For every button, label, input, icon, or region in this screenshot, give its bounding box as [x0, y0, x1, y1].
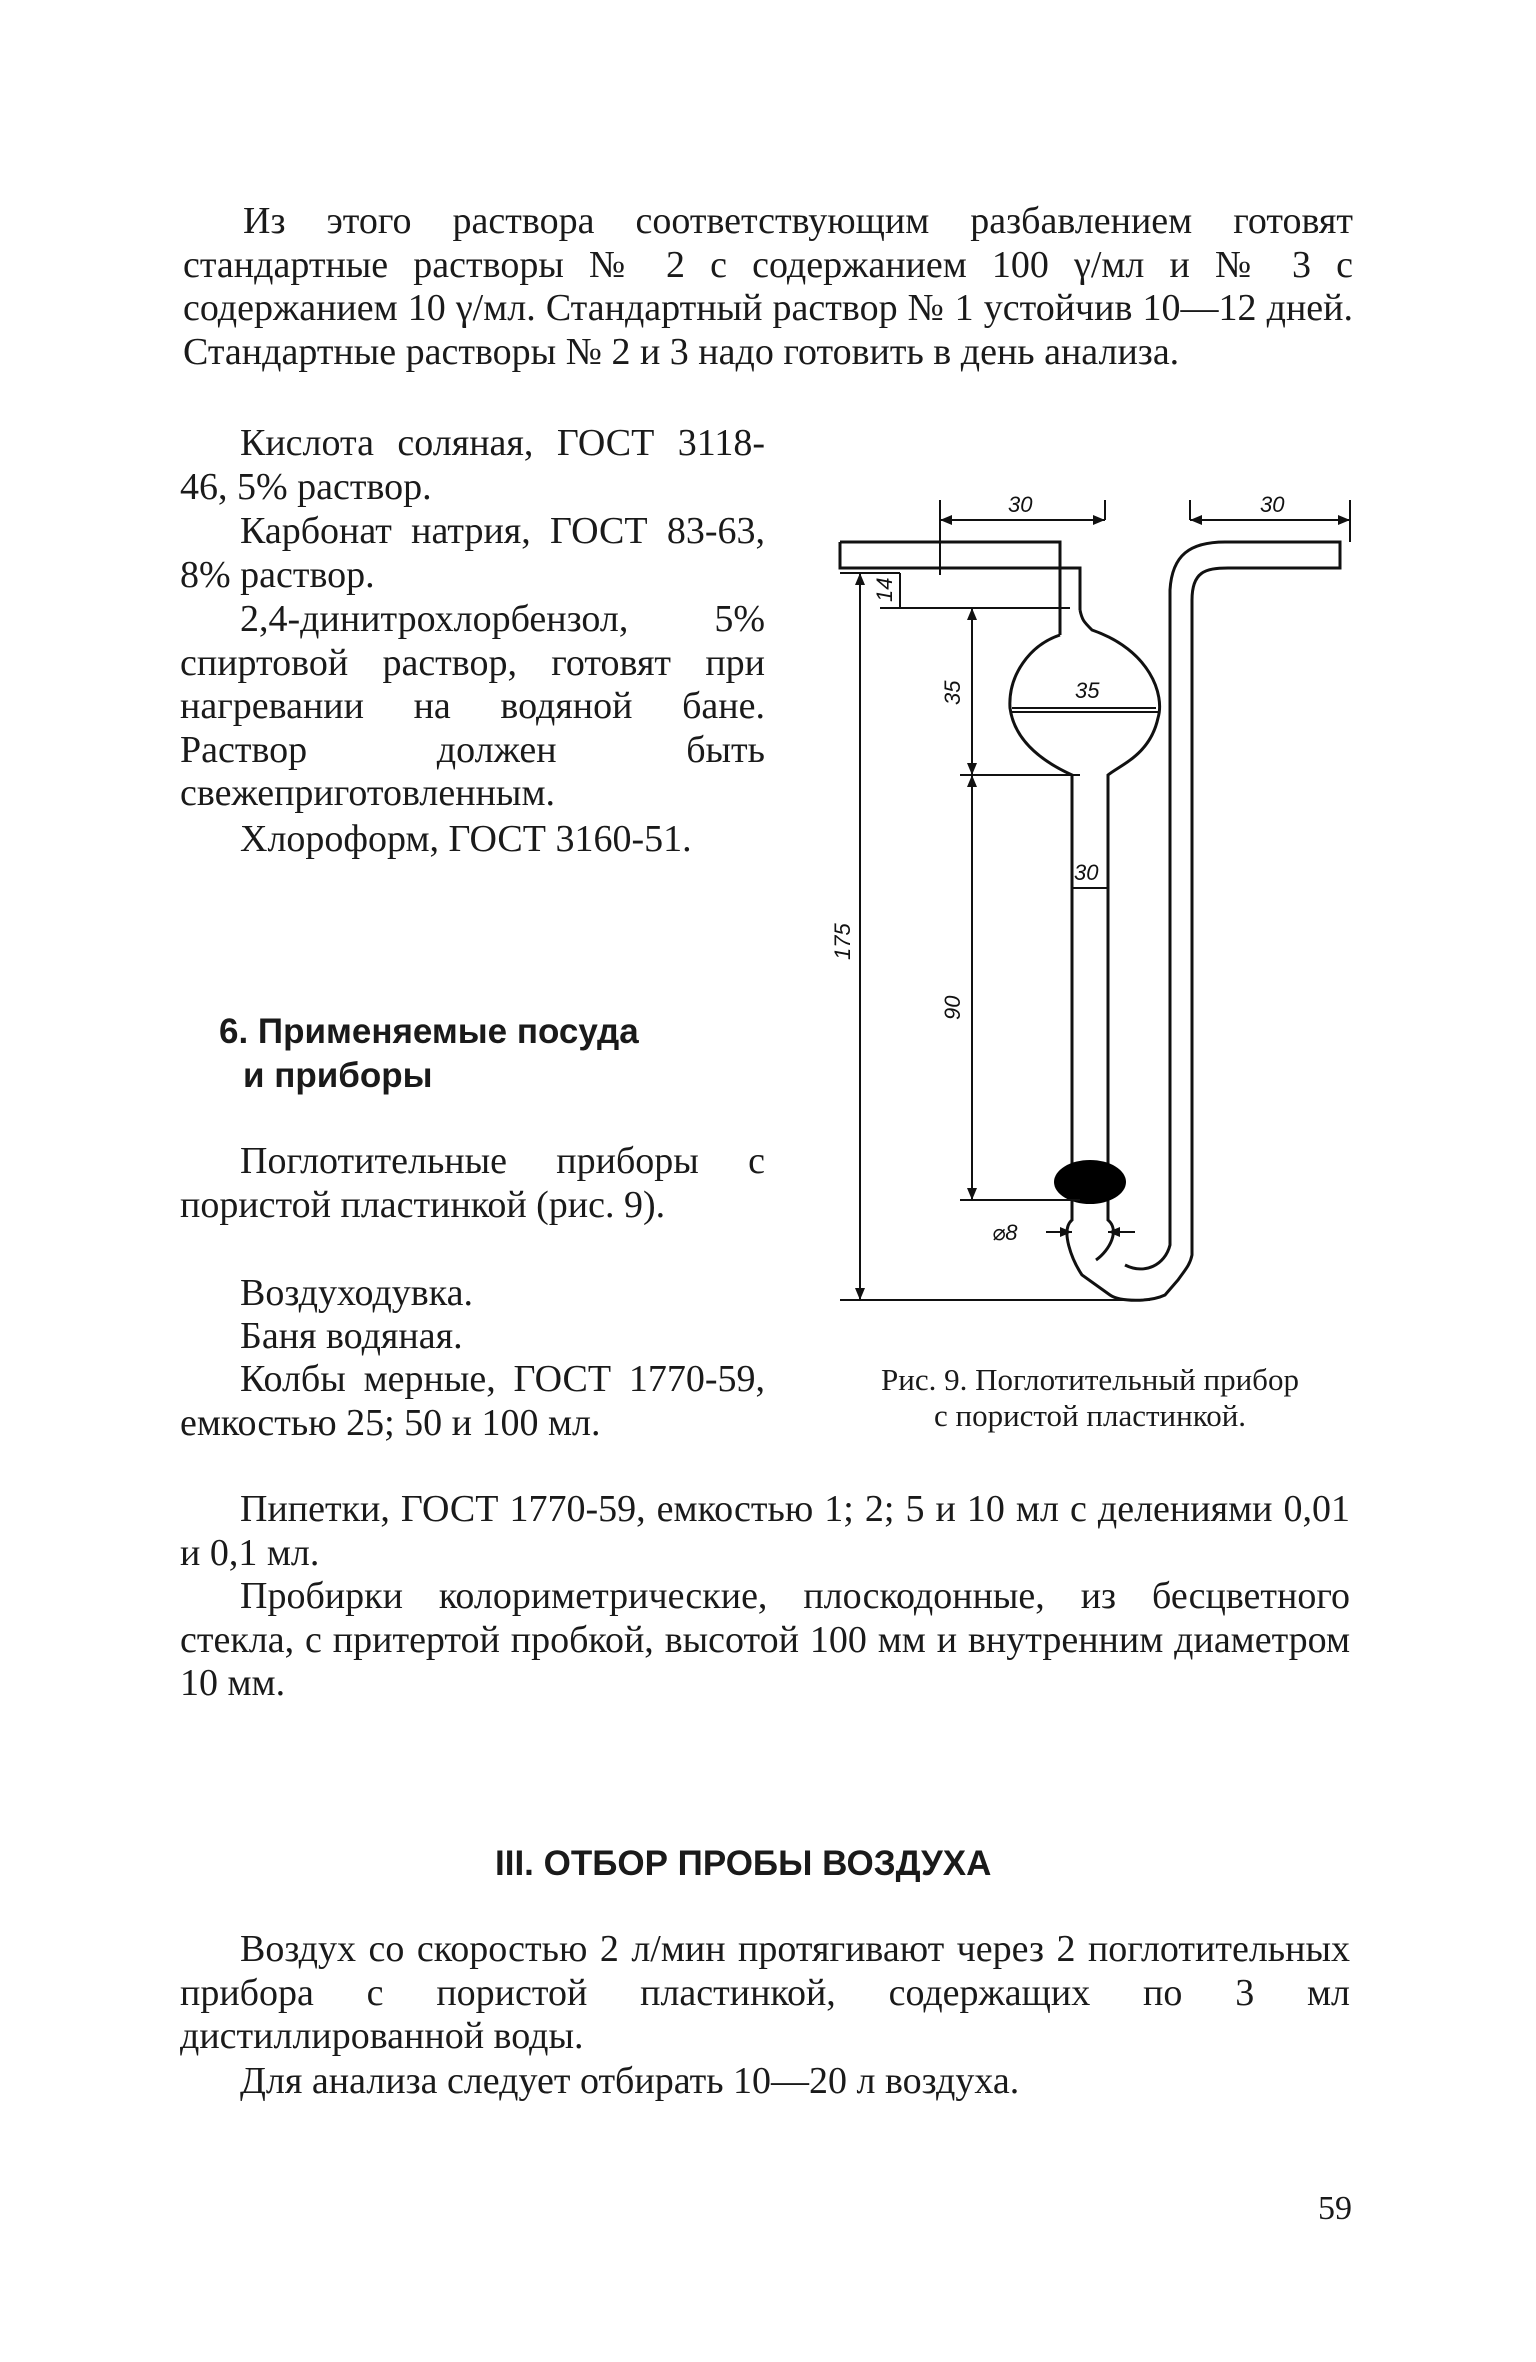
reagent-hydrochloric-acid: Кислота соляная, ГОСТ 3118-46, 5% раствор. — [180, 422, 765, 508]
item-blower: Воздуходувка. — [240, 1272, 473, 1314]
item-flasks: Колбы мерные, ГОСТ 1770-59, емкостью 25; 50 и 100 мл. — [180, 1358, 765, 1444]
section-3-heading: III. ОТБОР ПРОБЫ ВОЗДУХА — [495, 1844, 992, 1883]
page-number: 59 — [1318, 2190, 1352, 2227]
dim-8: ⌀8 — [992, 1220, 1018, 1245]
dim-top-left: 30 — [1008, 492, 1033, 517]
intro-paragraph: Из этого раствора соответствующим разбавлением готовят стандартные растворы № 2 с содержанием 100 γ/мл и № 3 с содержанием 10 γ/мл. Стандартный раствор № 1 устойчив 10—12 дней. Стандартные растворы № 2 и 3 надо готовить в день анализа. — [183, 200, 1353, 373]
item-pipettes: Пипетки, ГОСТ 1770-59, емкостью 1; 2; 5 и 10 мл с делениями 0,01 и 0,1 мл. — [180, 1488, 1350, 1574]
dim-35-bulb: 35 — [1075, 678, 1100, 703]
figure-caption-line1: Рис. 9. Поглотительный прибор — [881, 1362, 1299, 1397]
dim-30-tube: 30 — [1074, 860, 1099, 885]
dim-35-height: 35 — [940, 680, 965, 705]
dim-top-right: 30 — [1260, 492, 1285, 517]
reagent-sodium-carbonate: Карбонат натрия, ГОСТ 83-63, 8% раствор. — [180, 510, 765, 596]
section-3-paragraph-2: Для анализа следует отбирать 10—20 л воздуха. — [240, 2060, 1020, 2102]
item-tubes: Пробирки колориметрические, плоскодонные, из бесцветного стекла, с притертой пробкой, высотой 100 мм и внутренним диаметром 10 мм. — [180, 1575, 1350, 1704]
item-absorbers: Поглотительные приборы с пористой пластинкой (рис. 9). — [180, 1140, 765, 1226]
porous-plate — [1054, 1160, 1126, 1204]
section-6-heading — [219, 1010, 779, 1098]
section-6-heading-line2: и приборы — [243, 1056, 433, 1095]
dim-175: 175 — [830, 923, 855, 960]
dim-90: 90 — [940, 995, 965, 1020]
figure-caption — [810, 1362, 1370, 1434]
absorber-figure — [820, 460, 1360, 1340]
reagent-dinitrochlorobenzene: 2,4-динитрохлорбензол, 5% спиртовой раствор, готовят при нагревании на водяной бане. Раствор должен быть свежеприготовленным. — [180, 598, 765, 814]
section-6-heading-line1: 6. Применяемые посуда — [219, 1012, 639, 1051]
item-bath: Баня водяная. — [240, 1315, 463, 1357]
dim-14: 14 — [872, 577, 897, 602]
figure-caption-line2: с пористой пластинкой. — [933, 1398, 1247, 1433]
reagent-chloroform: Хлороформ, ГОСТ 3160-51. — [240, 818, 692, 860]
section-3-paragraph-1: Воздух со скоростью 2 л/мин протягивают через 2 поглотительных прибора с пористой пластинкой, содержащих по 3 мл дистиллированной воды. — [180, 1928, 1350, 2057]
